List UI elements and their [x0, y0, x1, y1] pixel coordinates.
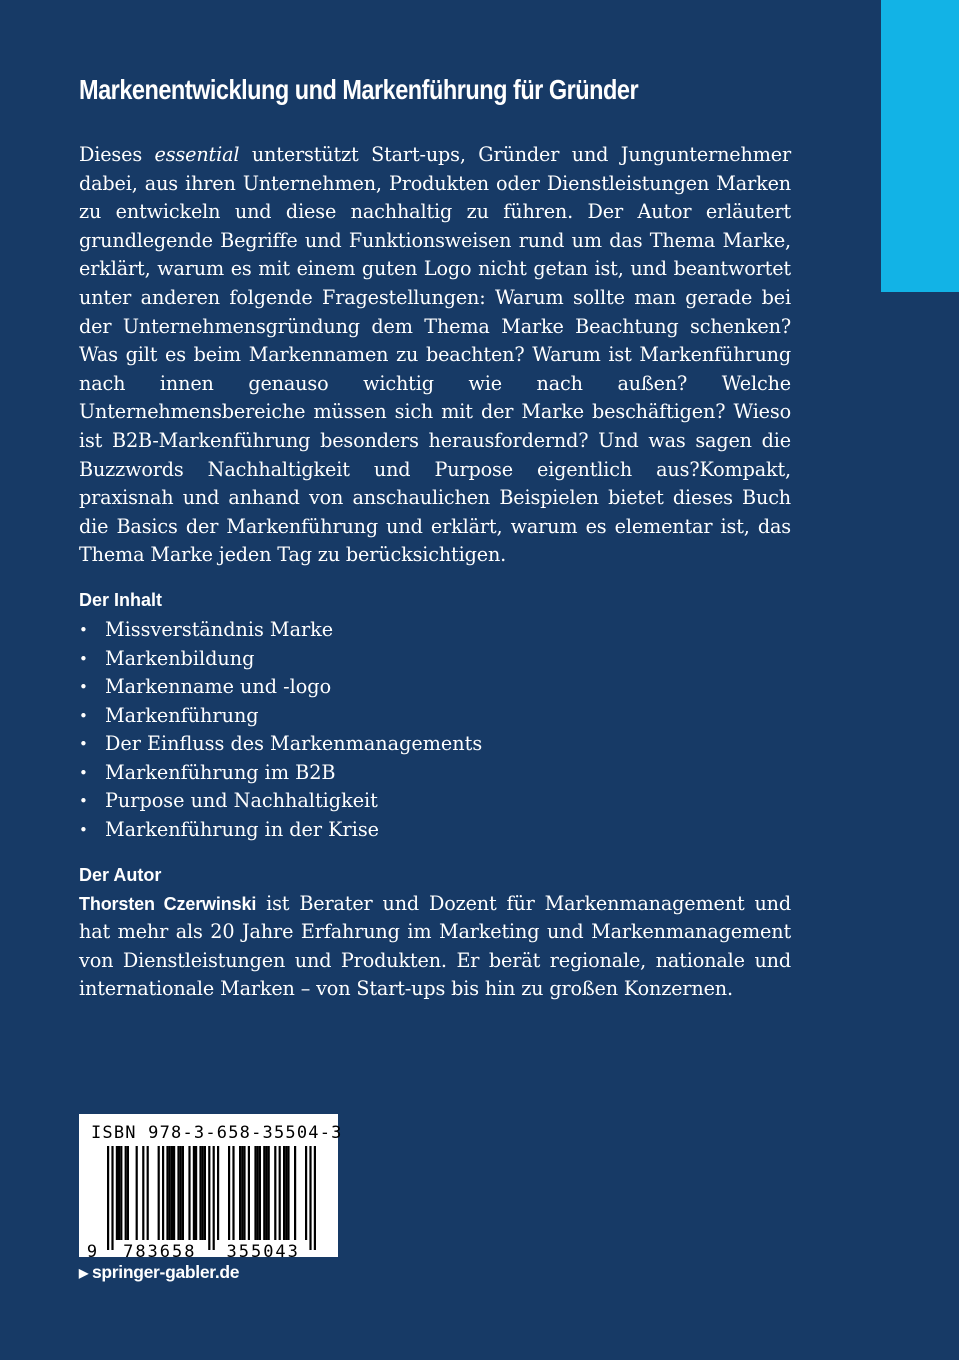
barcode-bar — [263, 1146, 265, 1240]
list-item-label: Purpose und Nachhaltigkeit — [105, 789, 378, 813]
barcode-guard-bar — [208, 1146, 210, 1250]
barcode-bar — [228, 1146, 230, 1240]
barcode-bar — [268, 1146, 270, 1240]
barcode-bar — [254, 1146, 256, 1240]
main-content — [79, 70, 791, 1004]
barcode-bar — [182, 1146, 184, 1240]
description-intro: Dieses — [79, 143, 155, 166]
barcode-right-digits: 355043 — [226, 1242, 300, 1257]
barcode-bar — [241, 1146, 243, 1240]
bullet-icon: • — [79, 706, 88, 725]
accent-color-tab — [881, 0, 959, 292]
barcode-bar — [177, 1146, 179, 1240]
bullet-icon: • — [79, 649, 88, 668]
publisher-link[interactable] — [79, 1262, 239, 1283]
bullet-icon: • — [79, 821, 88, 840]
author-bio-text: ist Berater und Dozent für Markenmanagement und hat mehr als 20 Jahre Erfahrung im Marketing und Markenmanagement von Dienstleistungen und Produkten. Er berät regionale, nationale und internationale Marken – von Start-ups bis hin zu großen Konzernen. — [79, 891, 792, 1001]
list-item-label: Der Einfluss des Markenmanagements — [105, 732, 483, 756]
barcode-bar — [193, 1146, 195, 1240]
barcode-bar — [287, 1146, 289, 1240]
contents-list — [79, 616, 791, 845]
barcode-bar — [158, 1146, 160, 1240]
barcode-bar — [305, 1146, 307, 1240]
barcode-bar — [180, 1146, 182, 1240]
barcode-first-digit: 9 — [86, 1242, 100, 1257]
barcode-guard-bar — [111, 1146, 113, 1250]
barcode-bar — [116, 1146, 118, 1240]
list-item-label: Markenführung — [105, 703, 259, 727]
author-bio — [79, 890, 791, 1004]
list-item — [79, 730, 791, 759]
barcode-bar — [147, 1146, 149, 1240]
barcode-bar — [239, 1146, 241, 1240]
barcode-bar — [188, 1146, 190, 1240]
triangle-right-icon: ▶ — [79, 1266, 88, 1280]
barcode-guard-bar — [213, 1146, 215, 1250]
barcode-bar — [136, 1146, 138, 1240]
barcode-bar — [202, 1146, 204, 1240]
isbn-barcode-block — [79, 1114, 343, 1257]
barcode-bar — [217, 1146, 219, 1240]
isbn-label: ISBN 978-3-658-35504-3 — [91, 1123, 343, 1143]
barcode-bar — [285, 1146, 287, 1240]
list-item — [79, 816, 791, 845]
barcode-bar — [257, 1146, 259, 1240]
barcode-guard-bar — [314, 1146, 316, 1250]
list-item — [79, 673, 791, 702]
bullet-icon: • — [79, 735, 88, 754]
barcode-bar — [166, 1146, 168, 1240]
list-item — [79, 616, 791, 645]
barcode-guard-bar — [107, 1146, 109, 1250]
barcode-guard-bar — [309, 1146, 311, 1250]
list-item — [79, 759, 791, 788]
bullet-icon: • — [79, 792, 88, 811]
barcode-bar — [204, 1146, 206, 1240]
bullet-icon: • — [79, 678, 88, 697]
list-item-label: Markenname und -logo — [105, 675, 332, 699]
book-description — [79, 141, 791, 570]
bullet-icon: • — [79, 620, 88, 639]
barcode-bar — [265, 1146, 267, 1240]
book-title: Markenentwicklung und Markenführung für Gründer — [79, 74, 639, 105]
barcode-bar — [279, 1146, 281, 1240]
barcode-bar — [169, 1146, 171, 1240]
author-heading: Der Autor — [79, 864, 162, 885]
barcode-bar — [120, 1146, 122, 1240]
description-body: unterstützt Start-ups, Gründer und Jungunternehmer dabei, aus ihren Unternehmen, Produkten oder Dienstleistungen Marken zu entwickeln und diese nachhaltig zu führen. Der Autor erläutert grundlegende Begriffe und Funktionsweisen rund um das Thema Marke, erklärt, warum es mit einem guten Logo nicht getan ist, und beantwortet unter anderen folgende Fragestellungen: Warum sollte man gerade bei der Unternehmensgründung dem Thema Marke Beachtung schenken? Was gilt es beim Markennamen zu beachten? Warum ist Markenführung nach innen genauso wichtig wie nach außen? Welche Unternehmensbereiche müssen sich mit der Marke beschäftigen? Wieso ist B2B-Markenführung besonders herausfordernd? Und was sagen die Buzzwords Nachhaltigkeit und Purpose eigentlich aus?Kompakt, praxisnah und anhand von anschaulichen Beispielen bietet dieses Buch die Basics der Markenführung und erklärt, warum es elementar ist, das Thema Marke jeden Tag zu berücksichtigen. — [79, 143, 791, 567]
publisher-url: springer-gabler.de — [91, 1262, 240, 1282]
author-name: Thorsten Czerwinski — [79, 893, 257, 914]
barcode-left-digits: 783658 — [123, 1242, 197, 1257]
barcode-bar — [195, 1146, 197, 1240]
list-item — [79, 702, 791, 731]
list-item-label: Markenführung in der Krise — [105, 818, 380, 842]
barcode-bar — [171, 1146, 173, 1240]
barcode-bar — [232, 1146, 234, 1240]
list-item-label: Markenführung im B2B — [105, 760, 336, 784]
barcode — [79, 1114, 338, 1257]
contents-heading: Der Inhalt — [79, 589, 163, 610]
list-item — [79, 787, 791, 816]
barcode-bar — [162, 1146, 164, 1240]
barcode-bar — [243, 1146, 245, 1240]
barcode-bar — [274, 1146, 276, 1240]
barcode-bar — [294, 1146, 296, 1240]
list-item-label: Markenbildung — [105, 646, 255, 670]
barcode-bar — [118, 1146, 120, 1240]
barcode-bar — [248, 1146, 250, 1240]
list-item-label: Missverständnis Marke — [105, 617, 334, 641]
barcode-bar — [259, 1146, 261, 1240]
barcode-bar — [173, 1146, 175, 1240]
barcode-bar — [283, 1146, 285, 1240]
barcode-bar — [125, 1146, 127, 1240]
barcode-bar — [127, 1146, 129, 1240]
barcode-bar — [199, 1146, 201, 1240]
list-item — [79, 645, 791, 674]
bullet-icon: • — [79, 763, 88, 782]
description-emphasis: essential — [154, 143, 240, 166]
barcode-bar — [142, 1146, 144, 1240]
